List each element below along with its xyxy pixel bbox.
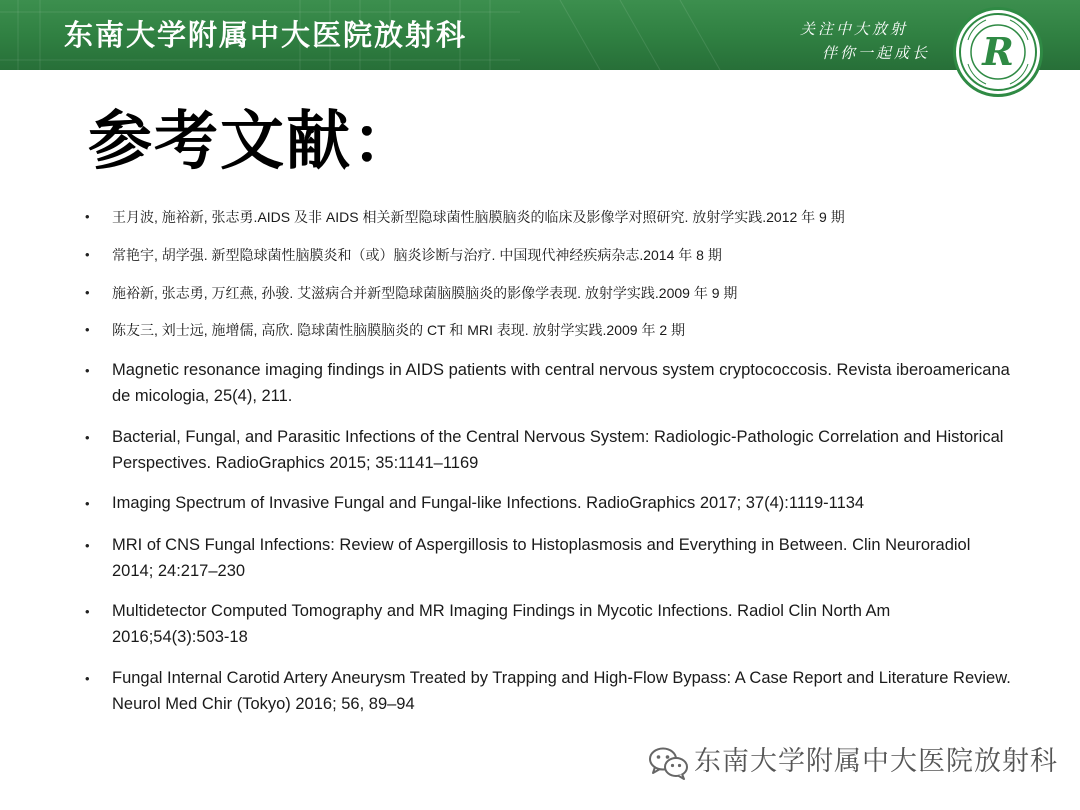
watermark	[648, 744, 1068, 784]
list-item	[85, 283, 1012, 303]
list-item	[85, 532, 1012, 584]
reference-text: 施裕新, 张志勇, 万红燕, 孙骏. 艾滋病合并新型隐球菌脑膜脑炎的影像学表现. 放射学实践.2009 年 9 期	[112, 285, 738, 301]
reference-text: MRI of CNS Fungal Infections: Review of Aspergillosis to Histoplasmosis and Everything in Between. Clin Neuroradiol 2014; 24:217–230	[112, 536, 971, 580]
reference-text: Magnetic resonance imaging findings in AIDS patients with central nervous system cryptococcosis. Revista iberoamericana de micologia, 25(4), 211.	[112, 361, 1010, 405]
bullet: •	[85, 496, 90, 511]
wechat-icon	[648, 746, 690, 780]
list-item	[85, 665, 1012, 717]
watermark-text: 东南大学附属中大医院放射科	[694, 746, 1058, 777]
reference-text: Fungal Internal Carotid Artery Aneurysm Treated by Trapping and High-Flow Bypass: A Case Report and Literature Review. Neurol Med Chir (Tokyo) 2016; 56, 89–94	[112, 669, 1011, 713]
bullet: •	[85, 247, 90, 262]
list-item	[85, 490, 1012, 516]
list-item	[85, 320, 1012, 340]
hospital-department-title: 东南大学附属中大医院放射科	[64, 18, 468, 52]
bullet: •	[85, 604, 90, 619]
list-item	[85, 245, 1012, 265]
slogan-line-2: 伴你一起成长	[822, 44, 931, 62]
bullet: •	[85, 285, 90, 300]
list-item	[85, 357, 1012, 409]
list-item	[85, 598, 1012, 650]
reference-text: 常艳宇, 胡学强. 新型隐球菌性脑膜炎和（或）脑炎诊断与治疗. 中国现代神经疾病杂志.2014 年 8 期	[112, 247, 722, 263]
bullet: •	[85, 209, 90, 224]
bullet: •	[85, 430, 90, 445]
reference-text: Bacterial, Fungal, and Parasitic Infections of the Central Nervous System: Radiologic-Pathologic Correlation and Historical Perspectives. RadioGraphics 2015; 35:1141–1169	[112, 428, 1004, 472]
bullet: •	[85, 671, 90, 686]
page-title: 参考文献：	[88, 105, 418, 179]
list-item	[85, 207, 1012, 227]
bullet: •	[85, 363, 90, 378]
logo-initial: R	[982, 29, 1014, 74]
reference-text: 陈友三, 刘士远, 施增儒, 高欣. 隐球菌性脑膜脑炎的 CT 和 MRI 表现. 放射学实践.2009 年 2 期	[112, 322, 686, 338]
slogan-line-1: 关注中大放射	[800, 20, 909, 38]
bullet: •	[85, 538, 90, 553]
reference-text: 王月波, 施裕新, 张志勇.AIDS 及非 AIDS 相关新型隐球菌性脑膜脑炎的临床及影像学对照研究. 放射学实践.2012 年 9 期	[112, 209, 845, 225]
bullet: •	[85, 322, 90, 337]
list-item	[85, 424, 1012, 476]
reference-text: Multidetector Computed Tomography and MR Imaging Findings in Mycotic Infections. Radiol Clin North Am 2016;54(3):503-18	[112, 602, 891, 646]
reference-text: Imaging Spectrum of Invasive Fungal and Fungal-like Infections. RadioGraphics 2017; 37(4):1119-1134	[112, 494, 865, 512]
